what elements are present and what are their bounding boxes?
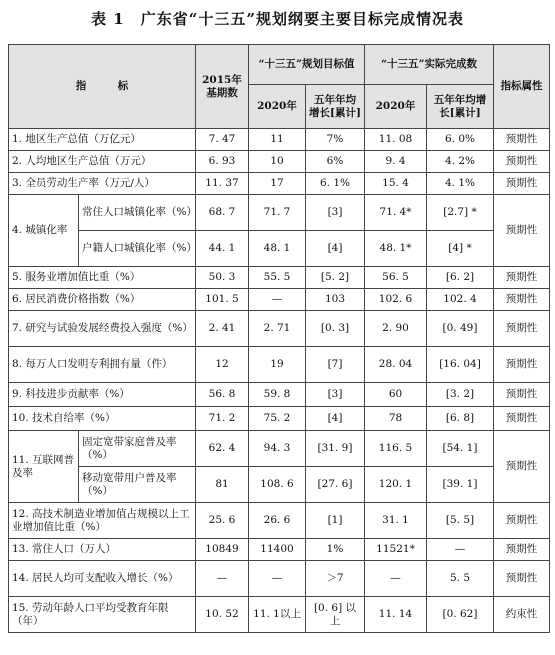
indicator-name: 9. 科技进步贡献率（%） (9, 383, 196, 407)
actual-value: 48. 1* (365, 231, 427, 267)
table-row (9, 289, 550, 311)
actual-growth: [4] * (427, 231, 494, 267)
plan-value: 17 (249, 173, 306, 195)
indicator-name: 户籍人口城镇化率（%） (79, 231, 196, 267)
plan-value: 11 (249, 129, 306, 151)
indicator-name: 2. 人均地区生产总值（万元） (9, 151, 196, 173)
base-value: 2. 41 (196, 311, 249, 347)
plan-value: 55. 5 (249, 267, 306, 289)
indicator-name: 3. 全员劳动生产率（万元/人） (9, 173, 196, 195)
table-row (9, 195, 550, 231)
table-row (9, 129, 550, 151)
table-row (9, 467, 550, 503)
attribute: 预期性 (494, 129, 550, 151)
base-value: 68. 7 (196, 195, 249, 231)
plan-growth: [4] (306, 407, 365, 431)
plan-growth: [5. 2] (306, 267, 365, 289)
actual-growth: [6. 8] (427, 407, 494, 431)
targets-table (8, 44, 550, 633)
base-value: 71. 2 (196, 407, 249, 431)
plan-value: 19 (249, 347, 306, 383)
actual-growth: [5. 5] (427, 503, 494, 539)
base-value: 10849 (196, 539, 249, 561)
header-plan-group: “十三五”规划目标值 (249, 45, 365, 85)
indicator-name: 12. 高技术制造业增加值占规模以上工业增加值比重（%） (9, 503, 196, 539)
actual-growth: [0. 49] (427, 311, 494, 347)
header-indicator: 指 标 (9, 45, 196, 129)
plan-growth: [4] (306, 231, 365, 267)
actual-value: 11. 08 (365, 129, 427, 151)
plan-growth: [0. 3] (306, 311, 365, 347)
base-value: 11. 37 (196, 173, 249, 195)
base-value: 6. 93 (196, 151, 249, 173)
header-plan-2020: 2020年 (249, 85, 306, 129)
table-row (9, 407, 550, 431)
table-row (9, 311, 550, 347)
table-row (9, 151, 550, 173)
table-row (9, 383, 550, 407)
actual-value: 120. 1 (365, 467, 427, 503)
attribute: 预期性 (494, 173, 550, 195)
actual-value: 31. 1 (365, 503, 427, 539)
attribute: 预期性 (494, 289, 550, 311)
actual-growth: [16. 04] (427, 347, 494, 383)
actual-value: 116. 5 (365, 431, 427, 467)
plan-growth: [3] (306, 383, 365, 407)
plan-growth: [7] (306, 347, 365, 383)
actual-growth: [3. 2] (427, 383, 494, 407)
actual-growth: — (427, 539, 494, 561)
base-value: — (196, 561, 249, 597)
plan-growth: 6. 1% (306, 173, 365, 195)
table-row (9, 267, 550, 289)
base-value: 7. 47 (196, 129, 249, 151)
indicator-group: 4. 城镇化率 (9, 195, 79, 267)
actual-value: 56. 5 (365, 267, 427, 289)
actual-value: — (365, 561, 427, 597)
plan-value: 75. 2 (249, 407, 306, 431)
plan-growth: 103 (306, 289, 365, 311)
table-row (9, 347, 550, 383)
actual-value: 28. 04 (365, 347, 427, 383)
actual-growth: 5. 5 (427, 561, 494, 597)
attribute: 预期性 (494, 561, 550, 597)
actual-value: 60 (365, 383, 427, 407)
actual-growth: [2.7] * (427, 195, 494, 231)
plan-value: 11. 1以上 (249, 597, 306, 633)
header-attribute: 指标属性 (494, 45, 550, 129)
plan-value: 26. 6 (249, 503, 306, 539)
plan-growth: [3] (306, 195, 365, 231)
attribute: 预期性 (494, 383, 550, 407)
table-row (9, 597, 550, 633)
attribute: 预期性 (494, 311, 550, 347)
plan-value: 48. 1 (249, 231, 306, 267)
actual-value: 9. 4 (365, 151, 427, 173)
actual-growth: 102. 4 (427, 289, 494, 311)
plan-value: 94. 3 (249, 431, 306, 467)
base-value: 44. 1 (196, 231, 249, 267)
plan-value: — (249, 289, 306, 311)
actual-value: 71. 4* (365, 195, 427, 231)
indicator-name: 8. 每万人口发明专利拥有量（件） (9, 347, 196, 383)
plan-value: 59. 8 (249, 383, 306, 407)
actual-value: 15. 4 (365, 173, 427, 195)
table-row (9, 173, 550, 195)
indicator-name: 13. 常住人口（万人） (9, 539, 196, 561)
indicator-name: 常住人口城镇化率（%） (79, 195, 196, 231)
actual-value: 11521* (365, 539, 427, 561)
indicator-name: 固定宽带家庭普及率（%） (79, 431, 196, 467)
indicator-name: 5. 服务业增加值比重（%） (9, 267, 196, 289)
plan-value: 2. 71 (249, 311, 306, 347)
actual-growth: [6. 2] (427, 267, 494, 289)
base-value: 62. 4 (196, 431, 249, 467)
table-row (9, 503, 550, 539)
plan-value: 11400 (249, 539, 306, 561)
actual-growth: 4. 1% (427, 173, 494, 195)
indicator-group: 11. 互联网普及率 (9, 431, 79, 503)
base-value: 50. 3 (196, 267, 249, 289)
plan-growth: ＞7 (306, 561, 365, 597)
indicator-name: 1. 地区生产总值（万亿元） (9, 129, 196, 151)
plan-growth: [1] (306, 503, 365, 539)
attribute: 预期性 (494, 347, 550, 383)
base-value: 25. 6 (196, 503, 249, 539)
actual-growth: 6. 0% (427, 129, 494, 151)
table-row (9, 561, 550, 597)
plan-value: 108. 6 (249, 467, 306, 503)
table-row (9, 431, 550, 467)
attribute: 预期性 (494, 151, 550, 173)
header-base-year: 2015年基期数 (196, 45, 249, 129)
base-value: 10. 52 (196, 597, 249, 633)
indicator-name: 10. 技术自给率（%） (9, 407, 196, 431)
plan-value: 10 (249, 151, 306, 173)
indicator-name: 6. 居民消费价格指数（%） (9, 289, 196, 311)
header-actual-group: “十三五”实际完成数 (365, 45, 494, 85)
header-plan-growth: 五年年均增长[累计] (306, 85, 365, 129)
plan-growth: 1% (306, 539, 365, 561)
plan-growth: [31. 9] (306, 431, 365, 467)
base-value: 101. 5 (196, 289, 249, 311)
table-row (9, 539, 550, 561)
attribute: 预期性 (494, 195, 550, 267)
actual-value: 102. 6 (365, 289, 427, 311)
header-actual-growth: 五年年均增长[累计] (427, 85, 494, 129)
plan-growth: 7% (306, 129, 365, 151)
actual-value: 78 (365, 407, 427, 431)
actual-value: 11. 14 (365, 597, 427, 633)
plan-growth: [0. 6] 以上 (306, 597, 365, 633)
indicator-name: 7. 研究与试验发展经费投入强度（%） (9, 311, 196, 347)
actual-growth: [0. 62] (427, 597, 494, 633)
actual-growth: [39. 1] (427, 467, 494, 503)
plan-value: 71. 7 (249, 195, 306, 231)
attribute: 预期性 (494, 431, 550, 503)
attribute: 预期性 (494, 503, 550, 539)
attribute: 预期性 (494, 407, 550, 431)
attribute: 预期性 (494, 539, 550, 561)
header-actual-2020: 2020年 (365, 85, 427, 129)
attribute: 约束性 (494, 597, 550, 633)
actual-value: 2. 90 (365, 311, 427, 347)
base-value: 81 (196, 467, 249, 503)
table-row (9, 231, 550, 267)
plan-value: — (249, 561, 306, 597)
actual-growth: 4. 2% (427, 151, 494, 173)
base-value: 12 (196, 347, 249, 383)
plan-growth: [27. 6] (306, 467, 365, 503)
indicator-name: 移动宽带用户普及率（%） (79, 467, 196, 503)
indicator-name: 14. 居民人均可支配收入增长（%） (9, 561, 196, 597)
plan-growth: 6% (306, 151, 365, 173)
base-value: 56. 8 (196, 383, 249, 407)
table-title: 表 1 广东省“十三五”规划纲要主要目标完成情况表 (91, 10, 464, 28)
attribute: 预期性 (494, 267, 550, 289)
indicator-name: 15. 劳动年龄人口平均受教育年限（年） (9, 597, 196, 633)
actual-growth: [54. 1] (427, 431, 494, 467)
